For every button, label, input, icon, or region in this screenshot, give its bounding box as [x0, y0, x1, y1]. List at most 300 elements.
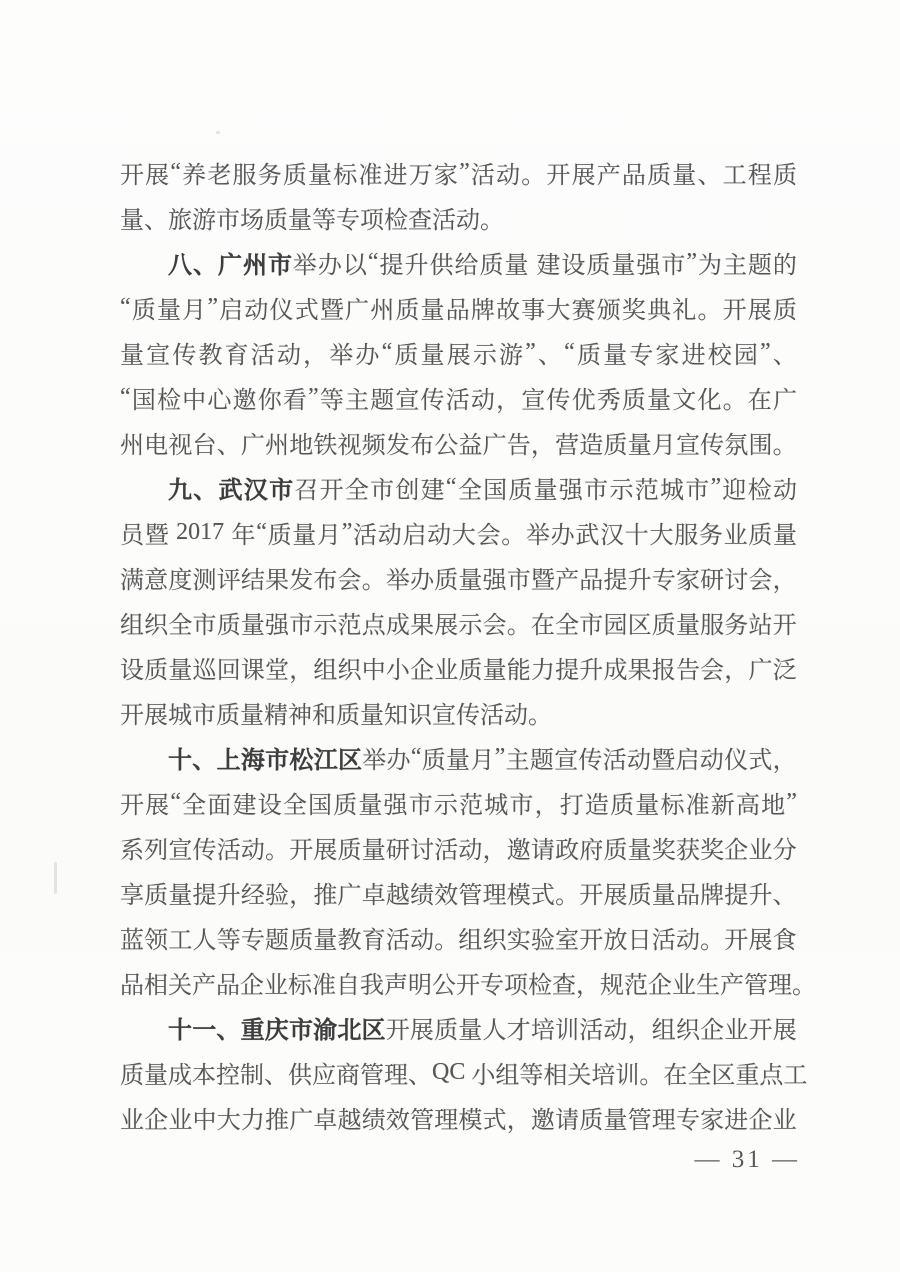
glyph: 工	[168, 928, 193, 954]
glyph: 家	[700, 1108, 725, 1134]
glyph: 开	[722, 298, 747, 324]
glyph: 理	[768, 973, 792, 999]
glyph: 颁	[596, 298, 621, 324]
scan-artifact-smudge	[54, 862, 57, 894]
glyph: 市	[661, 253, 686, 279]
glyph: 提	[379, 253, 404, 279]
glyph: 展	[446, 343, 471, 369]
glyph: 暨	[144, 523, 169, 549]
glyph: 展	[434, 613, 459, 639]
glyph	[529, 249, 535, 276]
glyph: 讨	[724, 568, 749, 594]
glyph: 游	[192, 208, 216, 234]
glyph: 范	[624, 973, 648, 999]
text-line	[120, 555, 797, 600]
glyph: ，	[772, 748, 797, 774]
glyph: 全	[344, 478, 369, 504]
glyph: 新	[710, 793, 735, 819]
glyph: 举	[385, 568, 410, 594]
glyph: 广	[482, 433, 507, 459]
glyph: ”	[308, 384, 319, 410]
glyph: 。	[480, 208, 504, 234]
glyph: 打	[559, 793, 584, 819]
glyph: 在	[747, 388, 772, 414]
glyph: 质	[579, 1108, 604, 1134]
glyph: 业	[723, 523, 748, 549]
glyph: 织	[482, 928, 507, 954]
text-line	[120, 465, 797, 510]
glyph: 动	[603, 1018, 628, 1044]
glyph: 式	[482, 1108, 507, 1134]
glyph: 量	[361, 838, 386, 864]
glyph: ”	[494, 744, 506, 770]
glyph: 卓	[313, 1108, 338, 1134]
glyph: 质	[131, 298, 156, 324]
glyph: 组	[313, 658, 338, 684]
glyph: 组	[458, 928, 483, 954]
glyph: 仪	[724, 748, 749, 774]
glyph: 启	[675, 748, 700, 774]
glyph: 设	[257, 793, 282, 819]
glyph: 量	[313, 928, 338, 954]
glyph: 展	[571, 163, 596, 189]
glyph: “	[120, 294, 131, 320]
glyph: 强	[265, 613, 290, 639]
glyph: 汉	[600, 523, 625, 549]
glyph: “	[445, 474, 457, 500]
glyph: 专	[480, 973, 504, 999]
glyph: 暨	[651, 748, 676, 774]
glyph: 研	[385, 838, 410, 864]
glyph: 自	[336, 973, 360, 999]
glyph: 动	[427, 523, 452, 549]
glyph: 效	[434, 883, 459, 909]
glyph: ”	[710, 474, 722, 500]
glyph: 高	[735, 793, 760, 819]
glyph: 绩	[410, 883, 435, 909]
glyph: 活	[651, 928, 676, 954]
glyph: 理	[434, 1108, 459, 1134]
glyph: 牌	[470, 298, 495, 324]
glyph: 力	[240, 1108, 265, 1134]
glyph: 应	[312, 1063, 336, 1089]
glyph: 小	[471, 1063, 496, 1089]
page-number: — 31 —	[694, 1146, 800, 1173]
bold-glyph: 上	[216, 747, 241, 774]
glyph: 面	[207, 793, 232, 819]
glyph: 专	[651, 568, 676, 594]
glyph: 式	[748, 748, 773, 774]
glyph: 题	[747, 253, 772, 279]
glyph: 会	[337, 568, 362, 594]
glyph: 范	[459, 793, 484, 819]
glyph: 业	[724, 1018, 749, 1044]
glyph: 府	[579, 838, 604, 864]
glyph: 建	[536, 253, 561, 279]
glyph: 展	[313, 838, 338, 864]
glyph: 宣	[521, 388, 546, 414]
glyph: 城	[659, 478, 684, 504]
bold-glyph: 九	[168, 477, 192, 504]
glyph: 宣	[168, 838, 193, 864]
glyph: 量	[240, 613, 265, 639]
glyph: 分	[772, 838, 797, 864]
glyph: 开	[319, 478, 344, 504]
glyph: 能	[506, 658, 531, 684]
glyph	[169, 519, 175, 546]
glyph: 全	[555, 613, 580, 639]
glyph: 。	[772, 433, 797, 459]
glyph: 、	[216, 433, 241, 459]
glyph: 模	[506, 883, 531, 909]
glyph: 视	[168, 433, 193, 459]
glyph: 暨	[530, 568, 555, 594]
glyph: 暨	[319, 298, 344, 324]
glyph: 大	[546, 298, 571, 324]
glyph: 月	[182, 298, 207, 324]
glyph: 教	[337, 928, 362, 954]
glyph: 养	[182, 163, 207, 189]
glyph: 示	[433, 793, 458, 819]
glyph: 活	[385, 928, 410, 954]
glyph: 事	[521, 298, 546, 324]
glyph: 家	[675, 568, 700, 594]
glyph: 企	[700, 1018, 725, 1044]
bold-glyph: 渝	[313, 1017, 338, 1044]
glyph: 质	[647, 163, 672, 189]
glyph: 宣	[432, 703, 456, 729]
glyph: 动	[410, 928, 435, 954]
glyph: 举	[362, 748, 387, 774]
glyph: 。	[434, 928, 459, 954]
glyph: 公	[432, 973, 456, 999]
glyph: 越	[385, 883, 410, 909]
glyph: 校	[707, 343, 732, 369]
glyph: 市	[289, 613, 314, 639]
bold-glyph: 、	[193, 477, 218, 504]
glyph: 建	[232, 793, 257, 819]
glyph: 园	[733, 343, 758, 369]
glyph: 识	[408, 703, 432, 729]
glyph: 织	[675, 1018, 700, 1044]
glyph: 国	[483, 478, 508, 504]
glyph: 检	[528, 973, 552, 999]
glyph: 和	[312, 703, 336, 729]
glyph: 准	[358, 163, 383, 189]
glyph: 邀	[506, 838, 531, 864]
glyph: 量	[603, 1108, 628, 1134]
glyph: 程	[747, 163, 772, 189]
glyph: 为	[697, 253, 722, 279]
glyph: 动	[626, 748, 651, 774]
glyph: 场	[240, 208, 264, 234]
glyph: 务	[724, 613, 749, 639]
glyph: 活	[445, 388, 470, 414]
glyph: 质	[603, 838, 628, 864]
glyph: 质	[508, 478, 533, 504]
glyph: 验	[265, 883, 290, 909]
glyph: ”	[786, 789, 797, 815]
glyph: 专	[675, 1108, 700, 1134]
glyph: 主	[722, 253, 747, 279]
glyph: 赛	[571, 298, 596, 324]
glyph: 管	[744, 973, 768, 999]
glyph: 。	[700, 928, 725, 954]
glyph: 站	[748, 613, 773, 639]
glyph: 市	[584, 478, 609, 504]
glyph: 质	[264, 208, 288, 234]
document-body	[120, 150, 816, 1140]
glyph: 邀	[530, 1108, 555, 1134]
text-line	[120, 510, 797, 555]
glyph: ，	[289, 883, 314, 909]
text-line	[120, 420, 797, 465]
glyph: 会	[482, 613, 507, 639]
glyph: 。	[528, 703, 552, 729]
bold-glyph: 区	[361, 1017, 386, 1044]
glyph: 食	[772, 928, 797, 954]
glyph: 办	[317, 253, 342, 279]
glyph: 以	[342, 253, 367, 279]
glyph: ，	[772, 568, 797, 594]
glyph: 公	[434, 433, 459, 459]
glyph: 质	[216, 613, 241, 639]
glyph: 量	[627, 838, 652, 864]
glyph: 经	[240, 883, 265, 909]
glyph: 创	[395, 478, 420, 504]
glyph: 会	[748, 568, 773, 594]
glyph: 质	[120, 1063, 144, 1089]
glyph: 质	[421, 748, 446, 774]
glyph: 奖	[651, 838, 676, 864]
glyph: 量	[157, 298, 181, 324]
glyph: 工	[783, 1063, 808, 1089]
glyph: 强	[636, 253, 661, 279]
glyph: 、	[772, 883, 797, 909]
glyph: 范	[634, 478, 659, 504]
glyph: 标	[288, 973, 312, 999]
glyph: 传	[546, 388, 571, 414]
glyph: 意	[144, 568, 169, 594]
glyph: 品	[579, 568, 604, 594]
bold-glyph: 十	[168, 747, 192, 774]
glyph: 化	[697, 388, 722, 414]
glyph: 设	[120, 658, 144, 684]
glyph: 布	[410, 433, 435, 459]
glyph: 开	[579, 928, 604, 954]
text-line	[120, 780, 797, 825]
glyph: “	[410, 744, 422, 770]
glyph: 成	[385, 613, 410, 639]
glyph: 成	[603, 658, 628, 684]
glyph: 动	[456, 208, 480, 234]
glyph: 量	[308, 163, 333, 189]
glyph: 武	[575, 523, 600, 549]
glyph: 等	[519, 1063, 544, 1089]
glyph: 电	[144, 433, 169, 459]
glyph: 升	[627, 568, 652, 594]
glyph: 关	[168, 973, 192, 999]
glyph: 地	[289, 433, 314, 459]
glyph: 享	[120, 883, 144, 909]
text-line	[120, 915, 797, 960]
glyph: 企	[724, 838, 749, 864]
glyph: 制	[240, 1063, 264, 1089]
glyph: 组	[120, 613, 144, 639]
glyph: 业	[434, 658, 459, 684]
glyph: 召	[294, 478, 319, 504]
glyph: 知	[384, 703, 408, 729]
glyph: 业	[772, 1108, 797, 1134]
glyph: 年	[231, 523, 256, 549]
glyph: 检	[384, 208, 408, 234]
glyph: 质	[651, 613, 676, 639]
scan-artifact-speck	[216, 131, 220, 134]
glyph: 强	[383, 793, 408, 819]
glyph: 市	[192, 703, 216, 729]
text-line	[120, 960, 816, 1005]
text-line	[120, 240, 797, 285]
glyph: 管	[627, 1108, 652, 1134]
glyph: 量	[504, 253, 529, 279]
glyph: 标	[660, 793, 685, 819]
glyph: 度	[168, 568, 193, 594]
glyph: 围	[748, 433, 773, 459]
glyph: 全	[182, 793, 207, 819]
glyph: 的	[772, 253, 797, 279]
glyph: 。	[697, 298, 722, 324]
glyph: 展	[145, 163, 170, 189]
glyph: 开	[724, 928, 749, 954]
bold-glyph: 海	[240, 747, 265, 774]
glyph: 服	[700, 613, 725, 639]
glyph: 举	[329, 343, 354, 369]
glyph: 国	[308, 793, 333, 819]
glyph: 品	[621, 163, 646, 189]
glyph: 生	[696, 973, 720, 999]
glyph: 提	[192, 883, 217, 909]
glyph: 文	[672, 388, 697, 414]
glyph: 量	[647, 388, 672, 414]
glyph: 区	[627, 613, 652, 639]
glyph: ，	[482, 838, 507, 864]
glyph: 验	[530, 928, 555, 954]
glyph: 宣	[395, 388, 420, 414]
glyph: 进	[724, 1108, 749, 1134]
glyph: 布	[313, 568, 338, 594]
glyph: 铁	[313, 433, 338, 459]
glyph: 质	[144, 658, 169, 684]
glyph: ，	[724, 658, 749, 684]
glyph: 规	[600, 973, 624, 999]
glyph: 日	[627, 928, 652, 954]
glyph: 活	[434, 838, 459, 864]
glyph: 企	[410, 658, 435, 684]
glyph: 升	[748, 883, 773, 909]
glyph: 点	[759, 1063, 784, 1089]
text-line	[120, 600, 797, 645]
bold-glyph: 区	[337, 747, 362, 774]
glyph: 活	[250, 343, 275, 369]
glyph: 示	[458, 613, 483, 639]
glyph: 、	[408, 1063, 432, 1089]
glyph: 政	[555, 838, 580, 864]
glyph: 项	[504, 973, 528, 999]
glyph: 奖	[621, 298, 646, 324]
glyph: 。	[361, 568, 386, 594]
bold-glyph: 州	[242, 252, 267, 279]
glyph: 会	[700, 658, 725, 684]
glyph: 宣	[675, 433, 700, 459]
glyph: 成	[168, 1063, 192, 1089]
glyph: 我	[360, 973, 384, 999]
glyph: 越	[337, 1108, 362, 1134]
glyph: 课	[240, 658, 265, 684]
glyph: 广	[345, 298, 370, 324]
glyph: 模	[458, 1108, 483, 1134]
glyph: 量	[675, 613, 700, 639]
glyph: 全	[687, 1063, 712, 1089]
glyph: 月	[316, 523, 341, 549]
glyph: 培	[530, 1018, 555, 1044]
glyph: 质	[748, 523, 773, 549]
glyph: 业	[672, 973, 696, 999]
bold-glyph: 、	[192, 747, 217, 774]
glyph: 质	[610, 793, 635, 819]
glyph: 。	[722, 388, 747, 414]
glyph: 开	[772, 613, 797, 639]
glyph: 、	[144, 208, 168, 234]
glyph: 品	[120, 973, 144, 999]
glyph: 企	[648, 973, 672, 999]
glyph: 提	[555, 658, 580, 684]
glyph: 。	[265, 838, 290, 864]
glyph: 游	[499, 343, 523, 369]
glyph: 题	[265, 928, 290, 954]
glyph: 服	[674, 523, 699, 549]
glyph: 产	[192, 973, 216, 999]
bold-glyph: 一	[192, 1017, 217, 1044]
glyph: 点	[361, 613, 386, 639]
glyph: 力	[530, 658, 555, 684]
glyph: “	[170, 789, 181, 815]
glyph: 旅	[168, 208, 192, 234]
glyph: 量	[635, 793, 660, 819]
glyph: 才	[506, 1018, 531, 1044]
glyph: 活	[216, 838, 241, 864]
glyph: 列	[144, 838, 169, 864]
glyph: 量	[240, 703, 264, 729]
glyph: 专	[240, 928, 265, 954]
glyph: 测	[192, 568, 217, 594]
glyph: 典	[647, 298, 672, 324]
bold-glyph: 武	[218, 477, 243, 504]
glyph: 活	[432, 208, 456, 234]
glyph: 产	[555, 568, 580, 594]
glyph: 质	[434, 568, 459, 594]
glyph: 卓	[361, 883, 386, 909]
glyph: 育	[224, 343, 249, 369]
glyph: 。	[792, 973, 816, 999]
glyph: 质	[772, 163, 797, 189]
glyph: 组	[495, 1063, 520, 1089]
bold-glyph: 十	[168, 1017, 192, 1044]
bold-glyph: 松	[289, 747, 314, 774]
glyph: 开	[289, 838, 314, 864]
glyph: 造	[584, 793, 609, 819]
glyph: 广	[748, 658, 773, 684]
glyph: 量	[420, 343, 445, 369]
